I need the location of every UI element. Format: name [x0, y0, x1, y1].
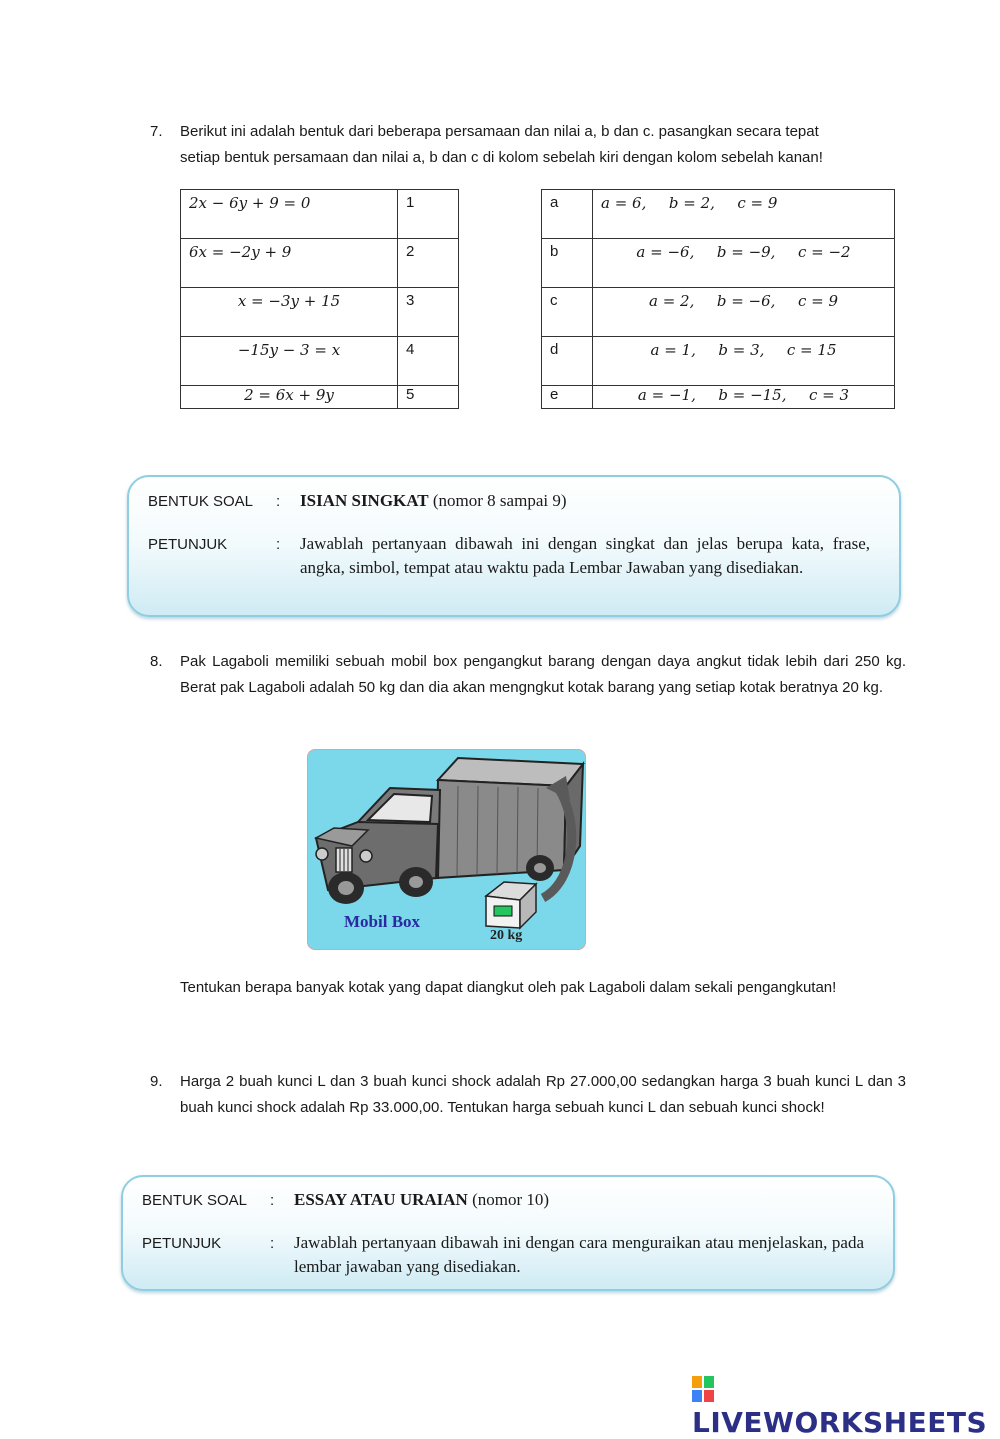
equation-table [180, 189, 459, 409]
question-text: Tentukan berapa banyak kotak yang dapat diangkut oleh pak Lagaboli dalam sekali pengangkutan! [180, 979, 837, 996]
equation-cell: x = −3y + 15 [181, 288, 398, 337]
number-cell: 5 [398, 386, 459, 409]
question-9 [150, 1069, 910, 1149]
question-number: 8. [150, 653, 163, 670]
equation-cell: 2x − 6y + 9 = 0 [181, 190, 398, 239]
table-row [542, 288, 895, 337]
question-text: Harga 2 buah kunci L dan 3 buah kunci shock adalah Rp 27.000,00 sedangkan harga 3 buah kunci L dan 3 buah kunci shock adalah Rp 33.000,00. Tentukan harga sebuah kunci L dan sebuah kunci shock! [180, 1073, 906, 1116]
equation-cell: 2 = 6x + 9y [181, 386, 398, 409]
liveworksheets-logo-icon [692, 1376, 714, 1402]
colon: : [270, 1192, 275, 1209]
liveworksheets-logo [692, 1373, 1000, 1439]
petunjuk-value: Jawablah pertanyaan dibawah ini dengan cara menguraikan atau menjelaskan, pada lembar jawaban yang disediakan. [294, 1233, 864, 1276]
petunjuk-label: PETUNJUK [148, 536, 228, 553]
image-weight-label: 20 kg [490, 928, 523, 943]
table-row [181, 386, 459, 409]
petunjuk-label: PETUNJUK [142, 1235, 222, 1252]
letter-cell: e [542, 386, 593, 409]
values-cell: a = 1, b = 3, c = 15 [593, 337, 895, 386]
question-8 [150, 649, 910, 729]
question-number: 7. [150, 123, 163, 140]
table-row [181, 288, 459, 337]
values-cell: a = −6, b = −9, c = −2 [593, 239, 895, 288]
question-text: Berikut ini adalah bentuk dari beberapa persamaan dan nilai a, b dan c. pasangkan secara tepat setiap bentuk persamaan dan nilai a, b dan c di kolom sebelah kiri dengan kolom sebelah kanan! [180, 123, 823, 166]
mobil-box-illustration [307, 749, 586, 950]
colon: : [276, 493, 281, 510]
bentuk-soal-value: ESSAY ATAU URAIAN (nomor 10) [294, 1190, 550, 1209]
equation-cell: −15y − 3 = x [181, 337, 398, 386]
brand-text: LIVEWORKSHEETS [692, 1406, 988, 1439]
values-cell: a = 6, b = 2, c = 9 [593, 190, 895, 239]
instruction-box-essay [121, 1175, 895, 1291]
number-cell: 3 [398, 288, 459, 337]
instruction-box-short-answer [127, 475, 901, 617]
question-text: Pak Lagaboli memiliki sebuah mobil box pengangkut barang dengan daya angkut tidak lebih dari 250 kg. Berat pak Lagaboli adalah 50 kg dan dia akan mengngkut kotak barang yang setiap kotak beratnya 20 kg. [180, 653, 906, 696]
values-cell: a = −1, b = −15, c = 3 [593, 386, 895, 409]
letter-cell: c [542, 288, 593, 337]
table-row [542, 337, 895, 386]
bentuk-soal-value: ISIAN SINGKAT (nomor 8 sampai 9) [300, 491, 567, 510]
letter-cell: b [542, 239, 593, 288]
table-row [542, 386, 895, 409]
values-cell: a = 2, b = −6, c = 9 [593, 288, 895, 337]
letter-cell: a [542, 190, 593, 239]
question-7 [150, 119, 910, 179]
number-cell: 1 [398, 190, 459, 239]
equation-cell: 6x = −2y + 9 [181, 239, 398, 288]
letter-cell: d [542, 337, 593, 386]
petunjuk-value: Jawablah pertanyaan dibawah ini dengan singkat dan jelas berupa kata, frase, angka, simbol, tempat atau waktu pada Lembar Jawaban yang disediakan. [300, 534, 870, 577]
values-table [541, 189, 895, 409]
table-row [542, 190, 895, 239]
number-cell: 2 [398, 239, 459, 288]
table-row [181, 337, 459, 386]
number-cell: 4 [398, 337, 459, 386]
table-row [542, 239, 895, 288]
image-caption: Mobil Box [344, 912, 421, 931]
colon: : [276, 536, 281, 553]
colon: : [270, 1235, 275, 1252]
bentuk-soal-label: BENTUK SOAL [142, 1192, 248, 1209]
question-number: 9. [150, 1073, 163, 1090]
table-row [181, 190, 459, 239]
table-row [181, 239, 459, 288]
question-8-task [180, 975, 906, 1031]
bentuk-soal-label: BENTUK SOAL [148, 493, 254, 510]
